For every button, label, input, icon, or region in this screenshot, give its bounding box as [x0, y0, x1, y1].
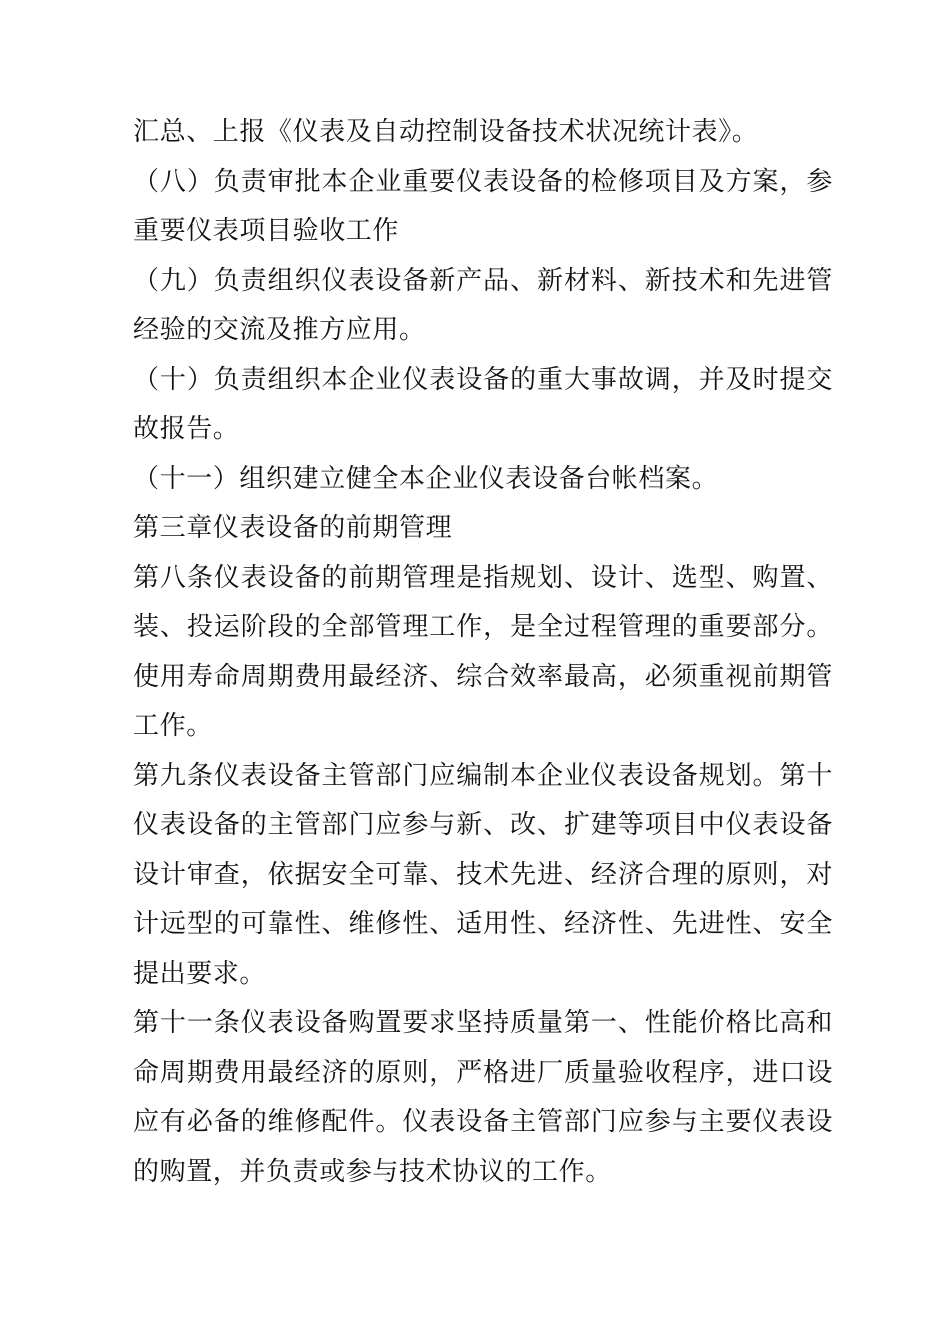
text-line: 计远型的可靠性、维修性、适用性、经济性、先进性、安全: [133, 909, 833, 939]
text-line: 经验的交流及推方应用。: [133, 315, 426, 345]
text-line: 装、投运阶段的全部管理工作，是全过程管理的重要部分。: [133, 612, 833, 642]
text-line: 命周期费用最经济的原则，严格进厂质量验收程序，进口设: [133, 1057, 833, 1088]
text-line: 设计审查，依据安全可靠、技术先进、经济合理的原则，对: [133, 859, 833, 890]
text-line: 提出要求。: [133, 958, 267, 989]
text-line: 重要仪表项目验收工作: [133, 216, 400, 246]
text-line: 第十一条仪表设备购置要求坚持质量第一、性能价格比高和: [133, 1008, 833, 1038]
text-line: （九）负责组织仪表设备新产品、新材料、新技术和先进管: [133, 265, 833, 296]
text-line: 的购置，并负责或参与技术协议的工作。: [133, 1156, 612, 1187]
text-line: 工作。: [133, 711, 213, 741]
text-line: （十一）组织建立健全本企业仪表设备台帐档案。: [133, 463, 719, 494]
text-line: 第九条仪表设备主管部门应编制本企业仪表设备规划。第十: [133, 760, 833, 791]
text-line: 汇总、上报《仪表及自动控制设备技术状况统计表》。: [133, 117, 759, 147]
text-line: 第三章仪表设备的前期管理: [133, 513, 453, 543]
body-text: [133, 108, 833, 1197]
text-line: 故报告。: [133, 414, 240, 444]
text-line: 仪表设备的主管部门应参与新、改、扩建等项目中仪表设备: [133, 810, 833, 840]
text-line: 第八条仪表设备的前期管理是指规划、设计、选型、购置、: [133, 562, 833, 593]
text-line: （八）负责审批本企业重要仪表设备的检修项目及方案，参: [133, 166, 833, 197]
text-line: （十）负责组织本企业仪表设备的重大事故调，并及时提交: [133, 364, 833, 395]
text-line: 使用寿命周期费用最经济、综合效率最高，必须重视前期管: [133, 661, 833, 692]
text-line: 应有必备的维修配件。仪表设备主管部门应参与主要仪表设: [133, 1107, 833, 1137]
